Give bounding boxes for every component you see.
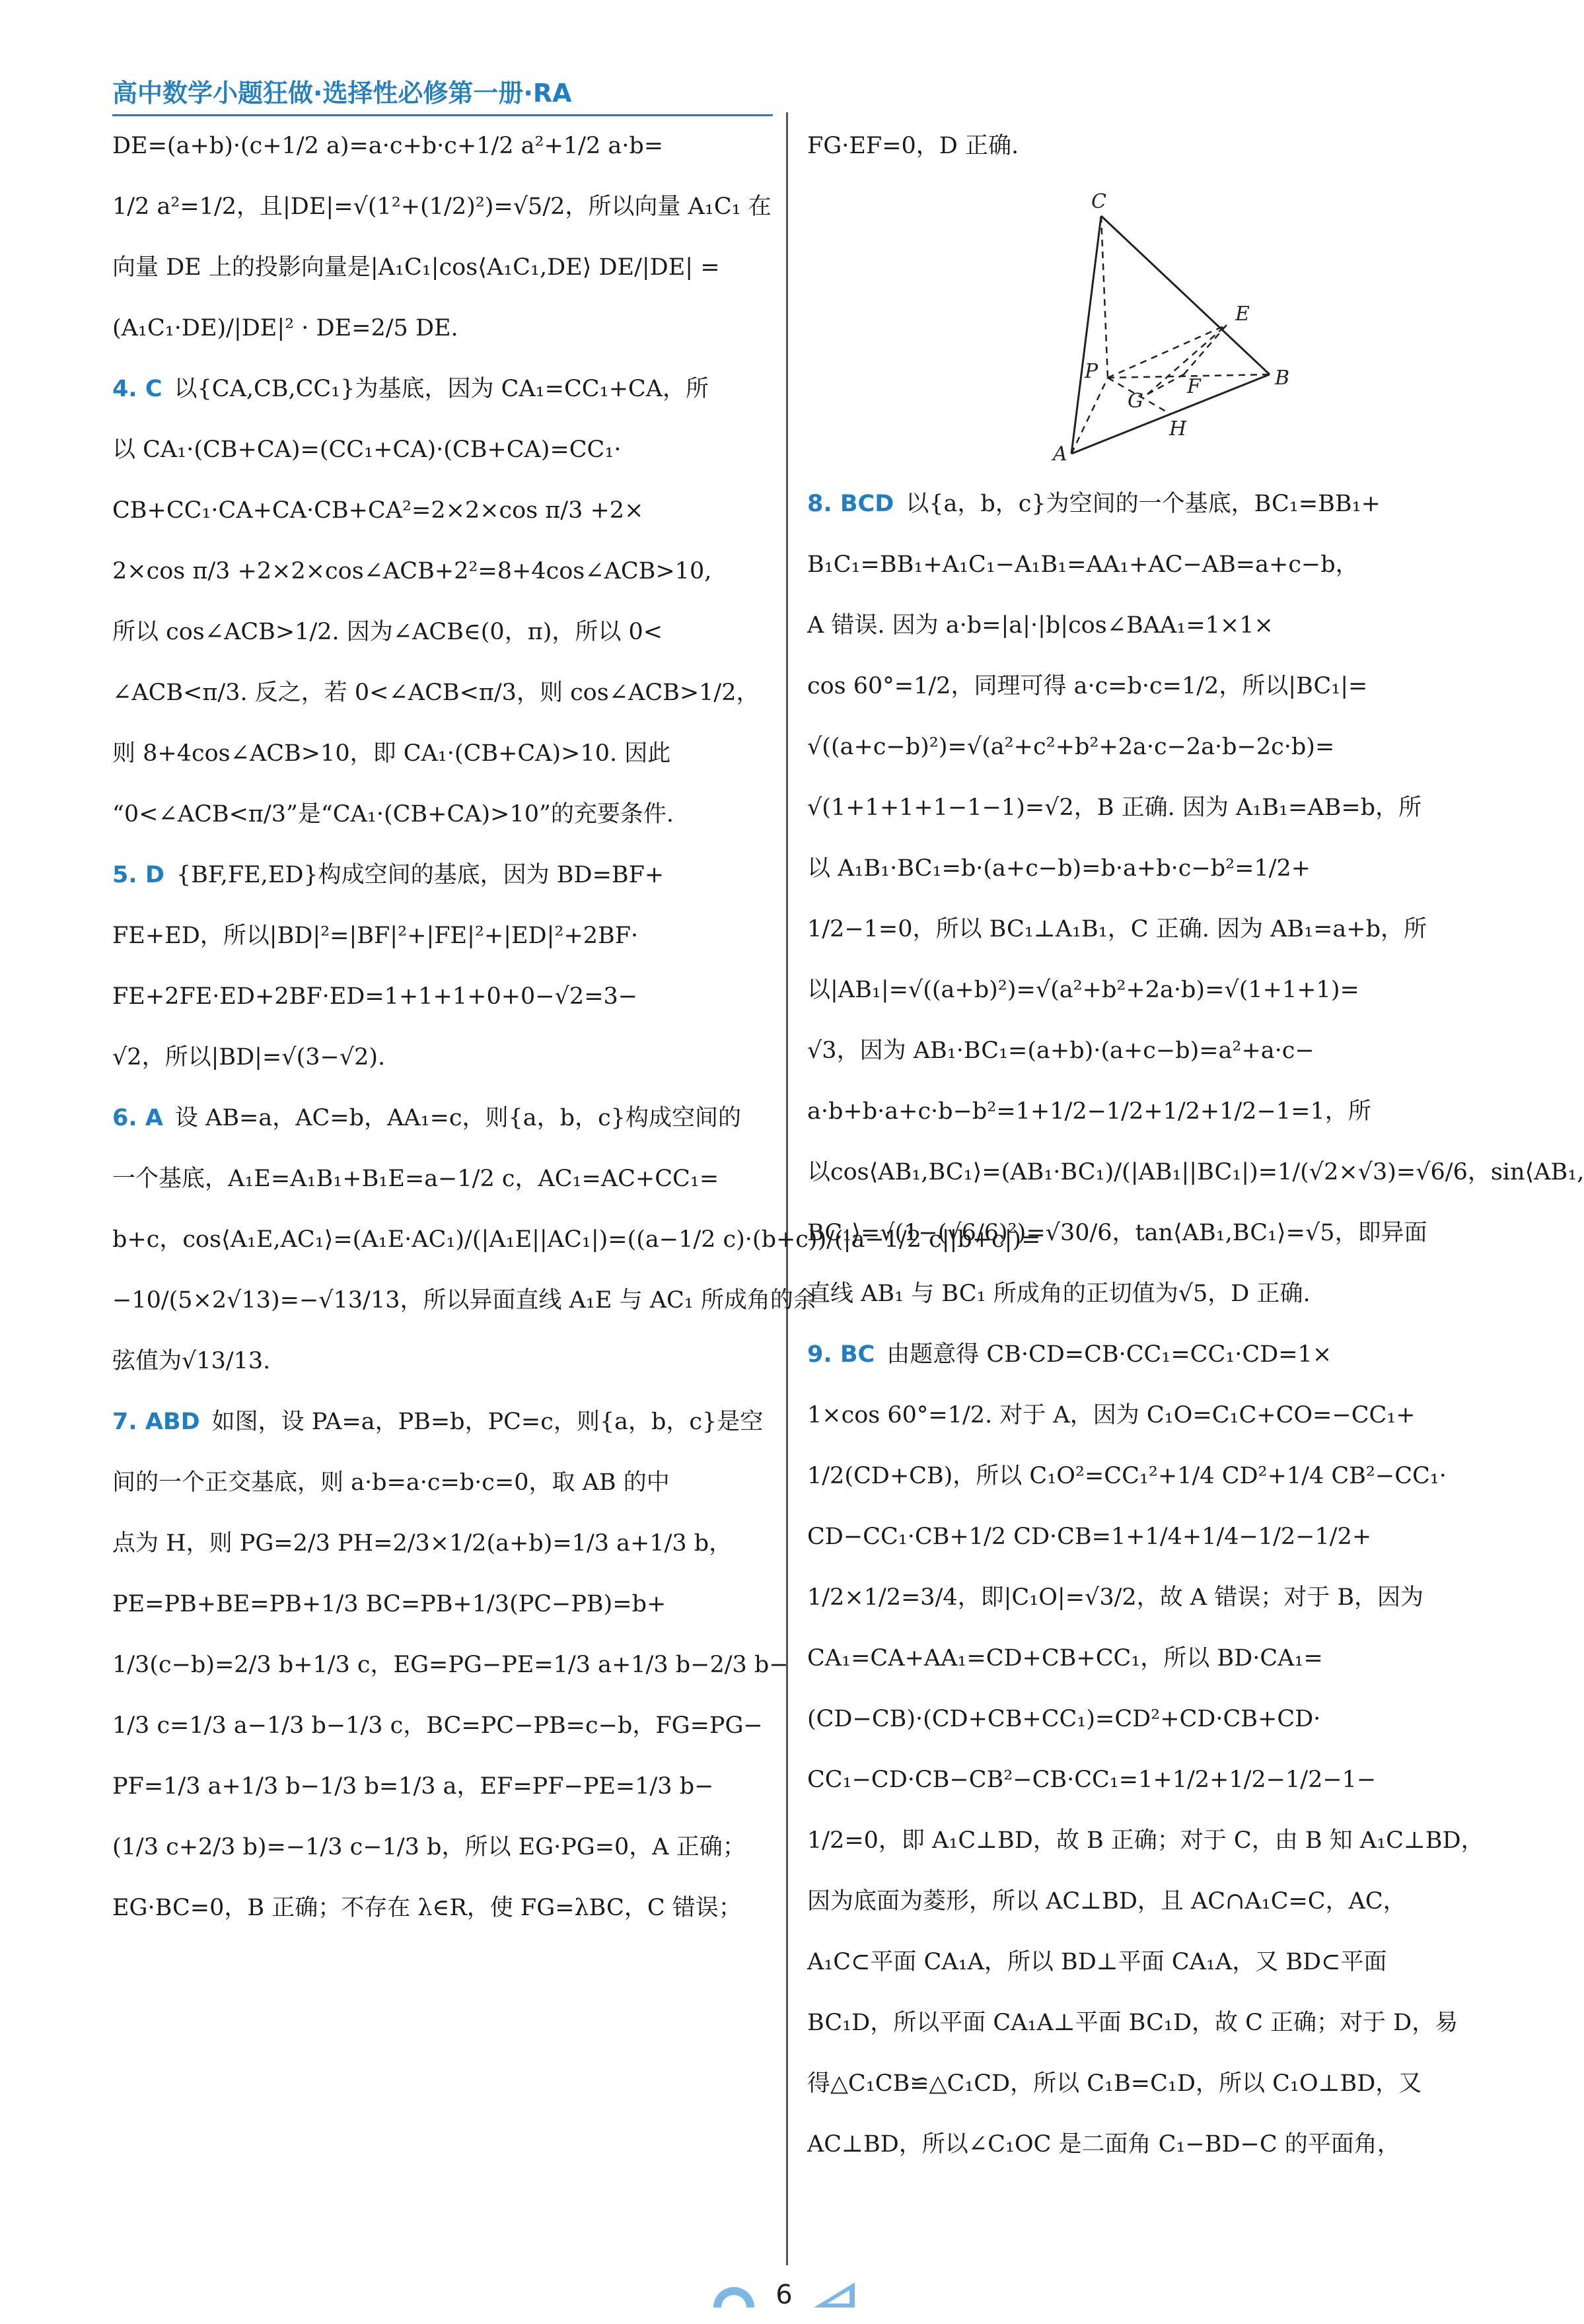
text-line xyxy=(112,784,763,845)
edge-cp xyxy=(1101,216,1108,378)
text-line xyxy=(112,1695,763,1756)
text-line xyxy=(112,1574,763,1635)
text-line xyxy=(112,116,763,176)
line-text: A₁C⊂平面 CA₁A，所以 BD⊥平面 CA₁A，又 BD⊂平面 xyxy=(807,1949,1387,1975)
line-text: FE+2FE·ED+2BF·ED=1+1+1+0+0−√2=3− xyxy=(112,983,638,1010)
text-line xyxy=(112,602,763,662)
text-line xyxy=(112,1817,763,1878)
line-text: FG·EF=0，D 正确. xyxy=(807,133,1019,159)
line-text: 1/2−1=0，所以 BC₁⊥A₁B₁，C 正确. 因为 AB₁=a+b，所 xyxy=(807,916,1427,942)
line-text: BC₁D，所以平面 CA₁A⊥平面 BC₁D，故 C 正确；对于 D，易 xyxy=(807,2010,1458,2036)
line-text: 以{a，b，c}为空间的一个基底，BC₁=BB₁+ xyxy=(906,491,1381,517)
line-text: 得△C₁CB≌△C₁CD，所以 C₁B=C₁D，所以 C₁O⊥BD，又 xyxy=(807,2070,1422,2097)
text-line xyxy=(112,541,763,602)
line-text: (A₁C₁·DE)/|DE|² · DE=2/5 DE. xyxy=(112,315,458,341)
text-line xyxy=(112,1027,763,1088)
line-text: √((a+c−b)²)=√(a²+c²+b²+2a·c−2a·b−2c·b)= xyxy=(807,734,1335,760)
edge-fe xyxy=(1184,325,1227,374)
label-a: A xyxy=(1053,442,1067,466)
text-line xyxy=(807,534,1461,595)
text-line xyxy=(807,1992,1461,2053)
text-line xyxy=(807,1203,1461,1263)
line-text: CB+CC₁·CA+CA·CB+CA²=2×2×cos π/3 +2× xyxy=(112,497,644,524)
line-text: PF=1/3 a+1/3 b−1/3 b=1/3 a，EF=PF−PE=1/3 b− xyxy=(112,1773,714,1800)
text-line xyxy=(112,1088,763,1148)
text-line xyxy=(807,1932,1461,1992)
line-text: CD−CC₁·CB+1/2 CD·CB=1+1/4+1/4−1/2−1/2+ xyxy=(807,1524,1372,1550)
line-text: √(1+1+1+1−1−1)=√2，B 正确. 因为 A₁B₁=AB=b，所 xyxy=(807,794,1422,821)
line-text: cos 60°=1/2，同理可得 a·c=b·c=1/2，所以|BC₁|= xyxy=(807,673,1368,699)
text-line xyxy=(112,1391,763,1452)
line-text: 以 A₁B₁·BC₁=b·(a+c−b)=b·a+b·c−b²=1/2+ xyxy=(807,855,1311,882)
line-text: 以 CA₁·(CB+CA)=(CC₁+CA)·(CB+CA)=CC₁· xyxy=(112,437,622,463)
line-text: 则 8+4cos∠ACB>10，即 CA₁·(CB+CA)>10. 因此 xyxy=(112,740,671,767)
line-text: √2，所以|BD|=√(3−√2). xyxy=(112,1044,386,1071)
label-c: C xyxy=(1091,190,1106,213)
line-text: 一个基底，A₁E=A₁B₁+B₁E=a−1/2 c，AC₁=AC+CC₁= xyxy=(112,1166,719,1192)
text-line xyxy=(112,1452,763,1513)
triangle-ruler-icon xyxy=(811,2280,857,2310)
line-text: 设 AB=a，AC=b，AA₁=c，则{a，b，c}构成空间的 xyxy=(174,1105,741,1131)
text-line xyxy=(807,1263,1461,1324)
line-text: 直线 AB₁ 与 BC₁ 所成角的正切值为√5，D 正确. xyxy=(807,1281,1311,1307)
line-text: a·b+b·a+c·b−b²=1+1/2−1/2+1/2+1/2−1=1，所 xyxy=(807,1098,1371,1125)
text-line xyxy=(112,419,763,480)
line-text: 因为底面为菱形，所以 AC⊥BD，且 AC∩A₁C=C，AC， xyxy=(807,1888,1406,1915)
line-text: (1/3 c+2/3 b)=−1/3 c−1/3 b，所以 EG·PG=0，A 正确； xyxy=(112,1834,746,1860)
text-line xyxy=(112,966,763,1027)
text-line xyxy=(112,176,772,237)
text-line xyxy=(807,1567,1461,1628)
text-line xyxy=(807,899,1461,960)
line-text: 所以 cos∠ACB>1/2. 因为∠ACB∈(0，π)，所以 0< xyxy=(112,619,663,645)
text-line xyxy=(112,1878,763,1938)
text-line xyxy=(807,1810,1484,1871)
text-line xyxy=(807,2114,1461,2175)
text-line xyxy=(807,1081,1461,1142)
text-line xyxy=(112,662,763,723)
line-text: 1/3 c=1/3 a−1/3 b−1/3 c，BC=PC−PB=c−b，FG=PG− xyxy=(112,1712,763,1739)
text-line xyxy=(112,723,763,784)
question-answer-number: 9. BC xyxy=(807,1341,875,1368)
text-line xyxy=(112,905,763,966)
line-text: 以cos⟨AB₁,BC₁⟩=(AB₁·BC₁)/(|AB₁||BC₁|)=1/(√2×√3)=√6/6，sin⟨AB₁, xyxy=(807,1159,1584,1185)
text-line xyxy=(807,1446,1461,1506)
text-line xyxy=(807,1324,1461,1385)
question-answer-number: 7. ABD xyxy=(112,1409,200,1435)
text-line xyxy=(807,838,1461,899)
line-text: ∠ACB<π/3. 反之，若 0<∠ACB<π/3，则 cos∠ACB>1/2， xyxy=(112,680,760,706)
page-number: 6 xyxy=(775,2280,793,2310)
text-line xyxy=(807,1385,1461,1446)
label-g: G xyxy=(1128,390,1143,413)
line-text: B₁C₁=BB₁+A₁C₁−A₁B₁=AA₁+AC−AB=a+c−b， xyxy=(807,551,1359,578)
line-text: 弦值为√13/13. xyxy=(112,1348,271,1374)
line-text: CC₁−CD·CB−CB²−CB·CC₁=1+1/2+1/2−1/2−1− xyxy=(807,1767,1377,1793)
line-text: “0<∠ACB<π/3”是“CA₁·(CB+CA)>10”的充要条件. xyxy=(112,801,674,827)
line-text: −10/(5×2√13)=−√13/13，所以异面直线 A₁E 与 AC₁ 所成角的余 xyxy=(112,1287,816,1314)
text-line xyxy=(807,116,1461,176)
label-b: B xyxy=(1275,367,1290,390)
text-line xyxy=(112,1331,763,1391)
protractor-icon xyxy=(711,2280,757,2310)
line-text: 如图，设 PA=a，PB=b，PC=c，则{a，b，c}是空 xyxy=(211,1409,764,1435)
line-text: 1/3(c−b)=2/3 b+1/3 c，EG=PG−PE=1/3 a+1/3 b−2/3 b− xyxy=(112,1652,789,1678)
tetrahedron-diagram xyxy=(992,183,1296,467)
text-line xyxy=(807,777,1461,838)
line-text: FE+ED，所以|BD|²=|BF|²+|FE|²+|ED|²+2BF· xyxy=(112,923,639,949)
edge-ac xyxy=(1071,216,1101,454)
text-line xyxy=(112,1513,763,1574)
question-answer-number: 6. A xyxy=(112,1105,163,1131)
text-line xyxy=(112,1756,763,1817)
line-text: 以{CA,CB,CC₁}为基底，因为 CA₁=CC₁+CA，所 xyxy=(174,376,709,402)
question-answer-number: 4. C xyxy=(112,376,162,402)
edge-pe xyxy=(1108,325,1227,378)
label-h: H xyxy=(1169,417,1187,440)
text-line xyxy=(112,1209,1041,1270)
question-answer-number: 5. D xyxy=(112,862,164,888)
text-line xyxy=(807,717,1461,777)
label-e: E xyxy=(1235,302,1250,326)
text-line xyxy=(807,1142,1584,1203)
text-line xyxy=(112,359,763,419)
line-text: 向量 DE 上的投影向量是|A₁C₁|cos⟨A₁C₁,DE⟩ DE/|DE| = xyxy=(112,254,720,281)
edge-cb xyxy=(1101,216,1270,374)
text-line xyxy=(112,845,763,905)
line-text: 由题意得 CB·CD=CB·CC₁=CC₁·CD=1× xyxy=(886,1341,1332,1368)
text-line xyxy=(807,1871,1461,1932)
text-line xyxy=(112,1270,816,1331)
text-line xyxy=(112,237,763,298)
line-text: BC₁⟩=√(1−(√6/6)²)=√30/6，tan⟨AB₁,BC₁⟩=√5，即异面 xyxy=(807,1220,1427,1246)
right-column xyxy=(807,116,1584,2175)
line-text: EG·BC=0，B 正确；不存在 λ∈R，使 FG=λBC，C 错误； xyxy=(112,1895,742,1921)
text-line xyxy=(807,960,1461,1020)
text-line xyxy=(807,1628,1461,1689)
line-text: 2×cos π/3 +2×2×cos∠ACB+2²=8+4cos∠ACB>10, xyxy=(112,558,712,584)
text-line xyxy=(112,1148,763,1209)
text-line xyxy=(807,1689,1461,1749)
text-line xyxy=(112,298,763,359)
line-text: 1/2(CD+CB)，所以 C₁O²=CC₁²+1/4 CD²+1/4 CB²−CC₁· xyxy=(807,1463,1447,1489)
label-p: P xyxy=(1085,360,1098,383)
line-text: 1×cos 60°=1/2. 对于 A，因为 C₁O=C₁C+CO=−CC₁+ xyxy=(807,1402,1416,1428)
line-text: CA₁=CA+AA₁=CD+CB+CC₁，所以 BD·CA₁= xyxy=(807,1645,1323,1672)
line-text: b+c，cos⟨A₁E,AC₁⟩=(A₁E·AC₁)/(|A₁E||AC₁|)=((a−1/2 c)·(b+c))/(|a−1/2 c||b+c|)= xyxy=(112,1226,1041,1253)
line-text: √3，因为 AB₁·BC₁=(a+b)·(a+c−b)=a²+a·c− xyxy=(807,1038,1314,1064)
line-text: (CD−CB)·(CD+CB+CC₁)=CD²+CD·CB+CD· xyxy=(807,1706,1321,1732)
text-line xyxy=(807,1749,1461,1810)
text-line xyxy=(807,2053,1461,2114)
text-line xyxy=(807,1506,1461,1567)
line-text: 1/2 a²=1/2，且|DE|=√(1²+(1/2)²)=√5/2，所以向量 A₁C₁ 在 xyxy=(112,194,772,220)
page-header: 高中数学小题狂做·选择性必修第一册·RA xyxy=(112,73,773,116)
text-line xyxy=(112,480,763,541)
text-line xyxy=(807,474,1461,534)
column-divider xyxy=(786,112,788,2265)
line-text: 点为 H，则 PG=2/3 PH=2/3×1/2(a+b)=1/3 a+1/3 b， xyxy=(112,1530,733,1557)
line-text: 以|AB₁|=√((a+b)²)=√(a²+b²+2a·b)=√(1+1+1)= xyxy=(807,977,1359,1003)
line-text: 间的一个正交基底，则 a·b=a·c=b·c=0，取 AB 的中 xyxy=(112,1469,670,1496)
question-answer-number: 8. BCD xyxy=(807,491,894,517)
label-f: F xyxy=(1187,375,1201,398)
page-footer xyxy=(0,2272,1568,2318)
tetrahedron-figure xyxy=(807,176,1461,474)
text-line xyxy=(112,1635,789,1695)
text-line xyxy=(807,595,1461,656)
line-text: PE=PB+BE=PB+1/3 BC=PB+1/3(PC−PB)=b+ xyxy=(112,1591,666,1617)
line-text: A 错误. 因为 a·b=|a|·|b|cos∠BAA₁=1×1× xyxy=(807,612,1274,639)
line-text: 1/2=0，即 A₁C⊥BD，故 B 正确；对于 C，由 B 知 A₁C⊥BD， xyxy=(807,1827,1484,1854)
line-text: 1/2×1/2=3/4，即|C₁O|=√3/2，故 A 错误；对于 B，因为 xyxy=(807,1584,1424,1611)
text-line xyxy=(807,656,1461,717)
line-text: {BF,FE,ED}构成空间的基底，因为 BD=BF+ xyxy=(176,862,665,888)
line-text: DE=(a+b)·(c+1/2 a)=a·c+b·c+1/2 a²+1/2 a·b= xyxy=(112,133,664,159)
text-line xyxy=(807,1020,1461,1081)
line-text: AC⊥BD，所以∠C₁OC 是二面角 C₁−BD−C 的平面角， xyxy=(807,2131,1400,2158)
